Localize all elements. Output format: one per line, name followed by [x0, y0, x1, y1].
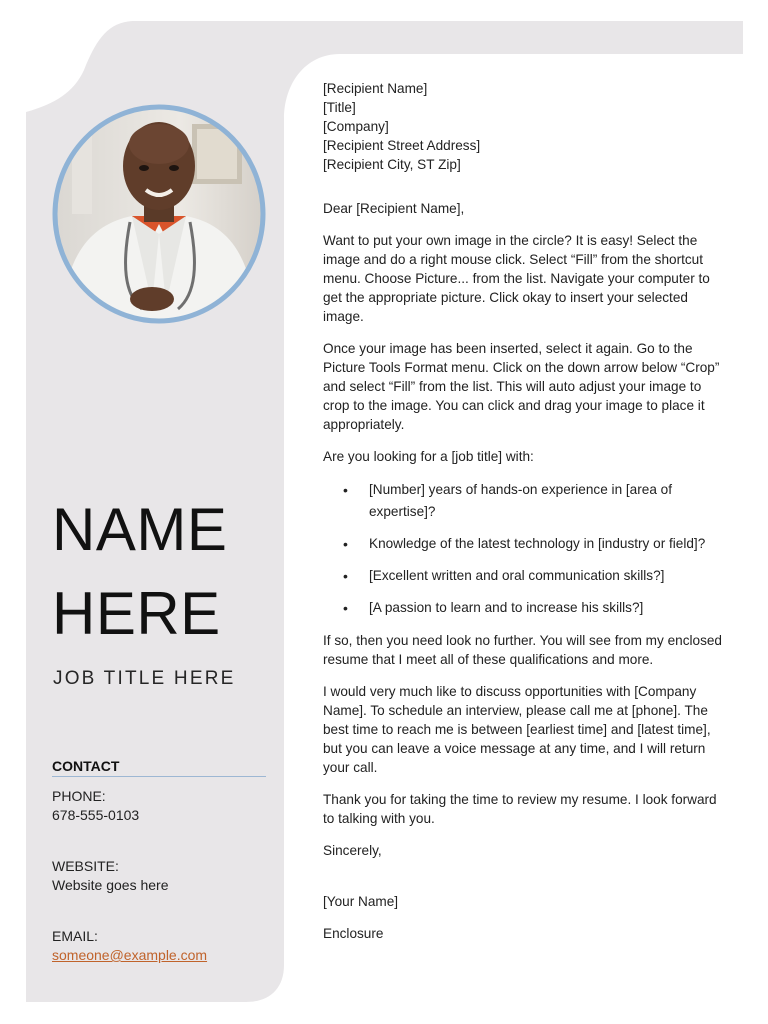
- recipient-title: [Title]: [323, 100, 356, 115]
- recipient-street: [Recipient Street Address]: [323, 138, 481, 153]
- contact-divider: [52, 776, 266, 777]
- list-item: • [Number] years of hands-on experience in [area of expertise]?: [323, 479, 723, 523]
- recipient-company: [Company]: [323, 119, 389, 134]
- paragraph-crop-instructions: Once your image has been inserted, select it again. Go to the Picture Tools Format menu. Click on the down arrow below “Crop” and select “Fill” from the list. This will auto adjust your image to crop to the image. You can click and drag your image to place it appropriately.: [323, 341, 720, 432]
- requirements-list: [323, 479, 723, 619]
- recipient-city: [Recipient City, ST Zip]: [323, 157, 461, 172]
- list-item: • [A passion to learn and to increase his skills?]: [323, 597, 723, 619]
- closing: Sincerely,: [323, 843, 382, 858]
- letter-body: [323, 79, 723, 956]
- email-label: EMAIL:: [52, 928, 98, 944]
- enclosure: Enclosure: [323, 926, 384, 941]
- phone-value: 678-555-0103: [52, 807, 140, 823]
- signature: [Your Name]: [323, 894, 399, 909]
- list-item: • Knowledge of the latest technology in [industry or field]?: [323, 533, 723, 555]
- paragraph-thanks: Thank you for taking the time to review my resume. I look forward to talking with you.: [323, 792, 717, 826]
- list-item: • [Excellent written and oral communication skills?]: [323, 565, 723, 587]
- website-label: WEBSITE:: [52, 858, 119, 874]
- job-title: JOB TITLE HERE: [53, 668, 236, 689]
- contact-heading: CONTACT: [52, 758, 120, 774]
- profile-photo[interactable]: [52, 104, 266, 324]
- phone-label: PHONE:: [52, 788, 106, 804]
- salutation: Dear [Recipient Name],: [323, 201, 465, 216]
- question-line: Are you looking for a [job title] with:: [323, 449, 534, 464]
- paragraph-interview: I would very much like to discuss opportunities with [Company Name]. To schedule an interview, please call me at [phone]. The best time to reach me is between [earliest time] and [latest time], but you can leave a voice message at any time, and I will return your call.: [323, 684, 711, 775]
- paragraph-qualifications: If so, then you need look no further. You will see from my enclosed resume that I meet all of these qualifications and more.: [323, 633, 722, 667]
- recipient-name: [Recipient Name]: [323, 81, 428, 96]
- recipient-block: [323, 79, 723, 174]
- email-link[interactable]: someone@example.com: [52, 947, 208, 963]
- website-value: Website goes here: [52, 877, 169, 893]
- paragraph-image-instructions: Want to put your own image in the circle? It is easy! Select the image and do a right mouse click. Select “Fill” from the shortcut menu. Choose Picture... from the list. Navigate your computer to get the appropriate picture. Click okay to insert your selected image.: [323, 233, 710, 324]
- name-second-line: HERE: [52, 580, 221, 647]
- name-first-line: NAME: [52, 496, 228, 563]
